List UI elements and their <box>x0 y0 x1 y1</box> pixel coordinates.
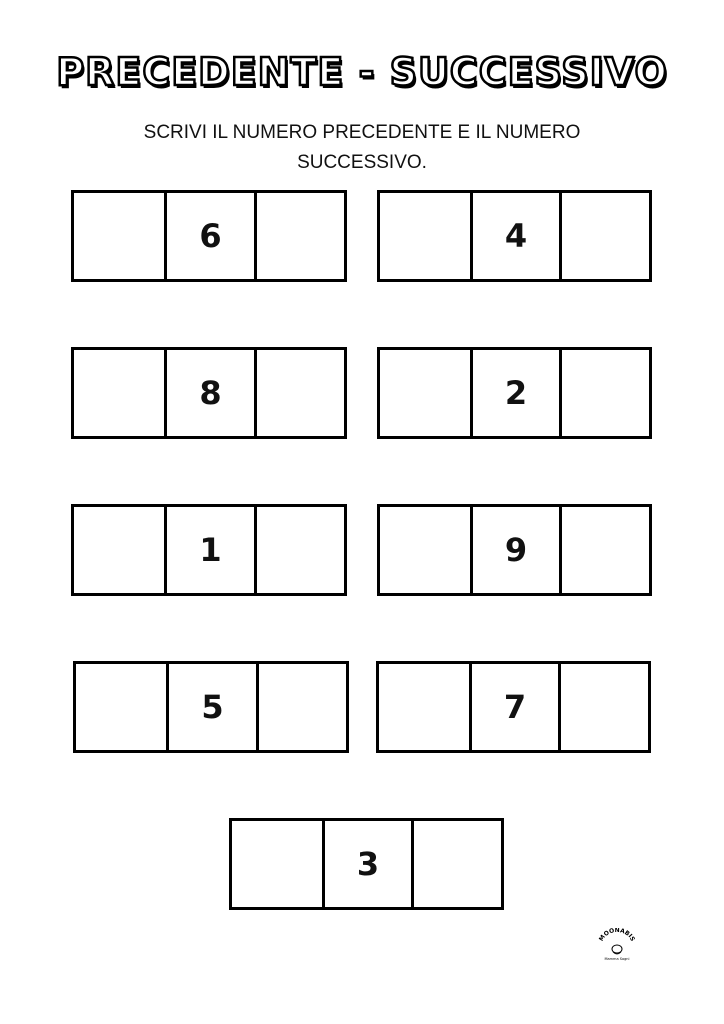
previous-number-cell[interactable] <box>380 350 470 436</box>
number-box-group <box>377 347 652 439</box>
previous-number-cell[interactable] <box>74 350 164 436</box>
given-number-cell: 2 <box>470 350 560 436</box>
logo-text: MOONABIS <box>597 928 637 943</box>
given-number-cell: 5 <box>166 664 256 750</box>
given-number-cell: 7 <box>469 664 559 750</box>
worksheet-title: PRECEDENTE - SUCCESSIVO <box>56 50 668 94</box>
next-number-cell[interactable] <box>559 350 649 436</box>
next-number-cell[interactable] <box>254 350 344 436</box>
given-number-cell: 6 <box>164 193 254 279</box>
svg-text:MOONABIS <box>598 928 636 943</box>
next-number-cell[interactable] <box>559 507 649 593</box>
previous-number-cell[interactable] <box>76 664 166 750</box>
moonabis-logo <box>597 928 637 962</box>
logo-subtext: Mamma Sogni <box>604 957 630 961</box>
number-box-group <box>377 190 652 282</box>
given-number-cell: 1 <box>164 507 254 593</box>
given-number-cell: 4 <box>470 193 560 279</box>
number-box-group <box>71 347 347 439</box>
number-box-group <box>229 818 504 910</box>
next-number-cell[interactable] <box>254 507 344 593</box>
previous-number-cell[interactable] <box>74 507 164 593</box>
next-number-cell[interactable] <box>254 193 344 279</box>
given-number-cell: 8 <box>164 350 254 436</box>
given-number-cell: 3 <box>322 821 412 907</box>
previous-number-cell[interactable] <box>232 821 322 907</box>
number-box-group <box>376 661 651 753</box>
previous-number-cell[interactable] <box>380 507 470 593</box>
number-box-group <box>71 504 347 596</box>
given-number-cell: 9 <box>470 507 560 593</box>
instructions-text: SCRIVI IL NUMERO PRECEDENTE E IL NUMERO SUCCESSIVO. <box>143 122 581 173</box>
previous-number-cell[interactable] <box>380 193 470 279</box>
next-number-cell[interactable] <box>558 664 648 750</box>
previous-number-cell[interactable] <box>379 664 469 750</box>
previous-number-cell[interactable] <box>74 193 164 279</box>
number-box-group <box>73 661 349 753</box>
number-box-group <box>71 190 347 282</box>
next-number-cell[interactable] <box>256 664 346 750</box>
next-number-cell[interactable] <box>411 821 501 907</box>
next-number-cell[interactable] <box>559 193 649 279</box>
number-box-group <box>377 504 652 596</box>
